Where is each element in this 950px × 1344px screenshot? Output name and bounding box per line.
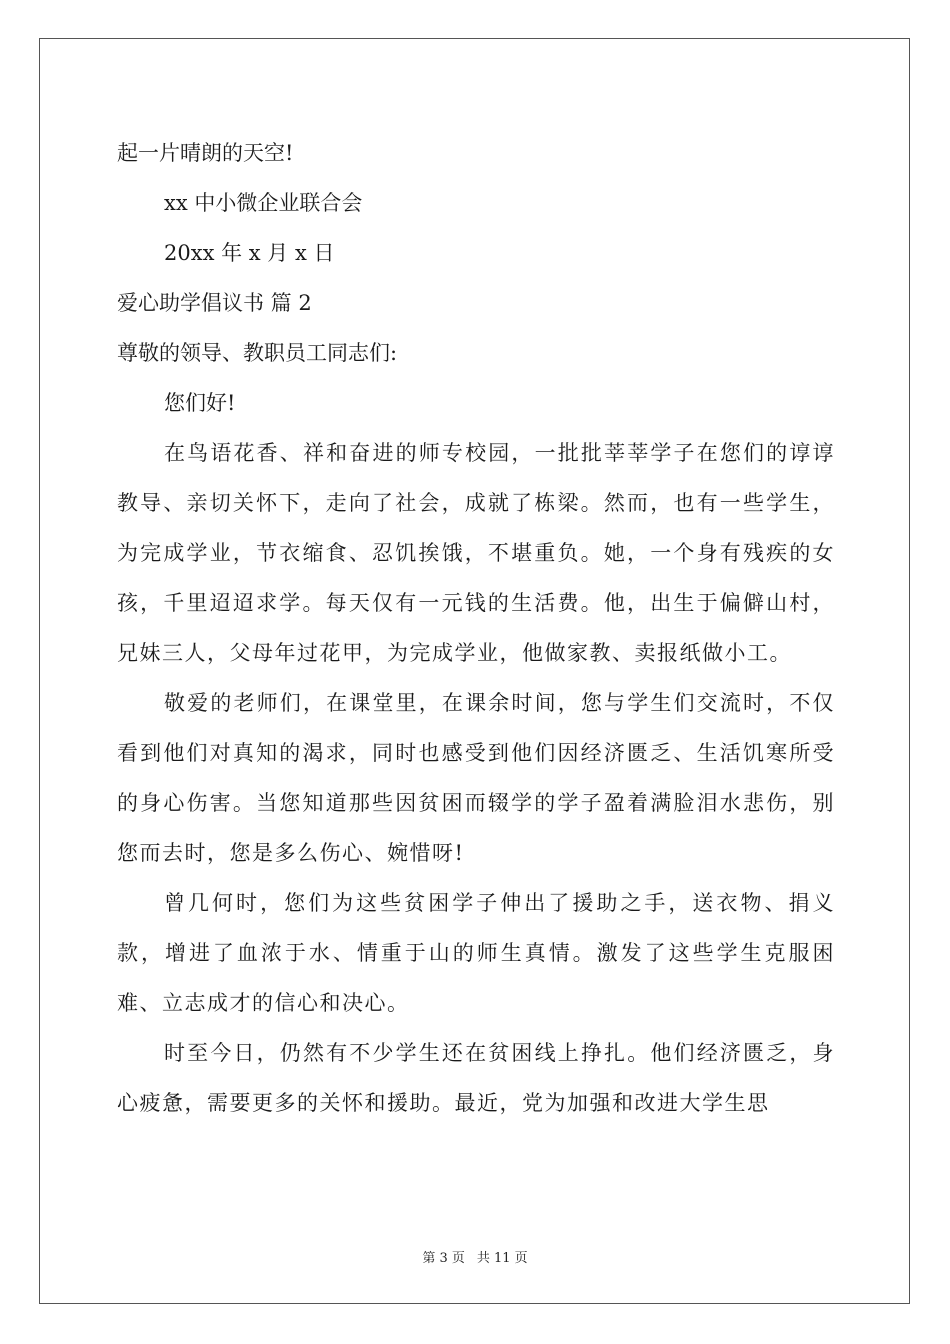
salutation: 尊敬的领导、教职员工同志们: [117,341,398,365]
page-number: 第 3 页 [422,1251,465,1266]
page-total: 共 11 页 [476,1251,528,1266]
greeting: 您们好! [164,391,236,415]
page-footer [0,1247,950,1266]
closing-line: 起一片晴朗的天空! [117,141,294,165]
document-body [117,128,835,1128]
body-paragraph-4: 时至今日，仍然有不少学生还在贫困线上挣扎。他们经济匮乏，身心疲惫，需要更多的关怀和援助。最近，党为加强和改进大学生思 [117,1041,835,1115]
signature-date: 20xx 年 x 月 x 日 [164,241,335,265]
body-paragraph-3: 曾几何时，您们为这些贫困学子伸出了援助之手，送衣物、捐义款，增进了血浓于水、情重于山的师生真情。激发了这些学生克服困难、立志成才的信心和决心。 [117,891,835,1015]
section-title: 爱心助学倡议书 篇 2 [117,291,312,315]
signature-organization: xx 中小微企业联合会 [164,191,363,215]
body-paragraph-2: 敬爱的老师们，在课堂里，在课余时间，您与学生们交流时，不仅看到他们对真知的渴求，同时也感受到他们因经济匮乏、生活饥寒所受的身心伤害。当您知道那些因贫困而辍学的学子盈着满脸泪水悲伤，别您而去时，您是多么伤心、婉惜呀! [117,691,835,865]
body-paragraph-1: 在鸟语花香、祥和奋进的师专校园，一批批莘莘学子在您们的谆谆教导、亲切关怀下，走向了社会，成就了栋梁。然而，也有一些学生，为完成学业，节衣缩食、忍饥挨饿，不堪重负。她，一个身有残疾的女孩，千里迢迢求学。每天仅有一元钱的生活费。他，出生于偏僻山村，兄妹三人，父母年过花甲，为完成学业，他做家教、卖报纸做小工。 [117,441,835,665]
